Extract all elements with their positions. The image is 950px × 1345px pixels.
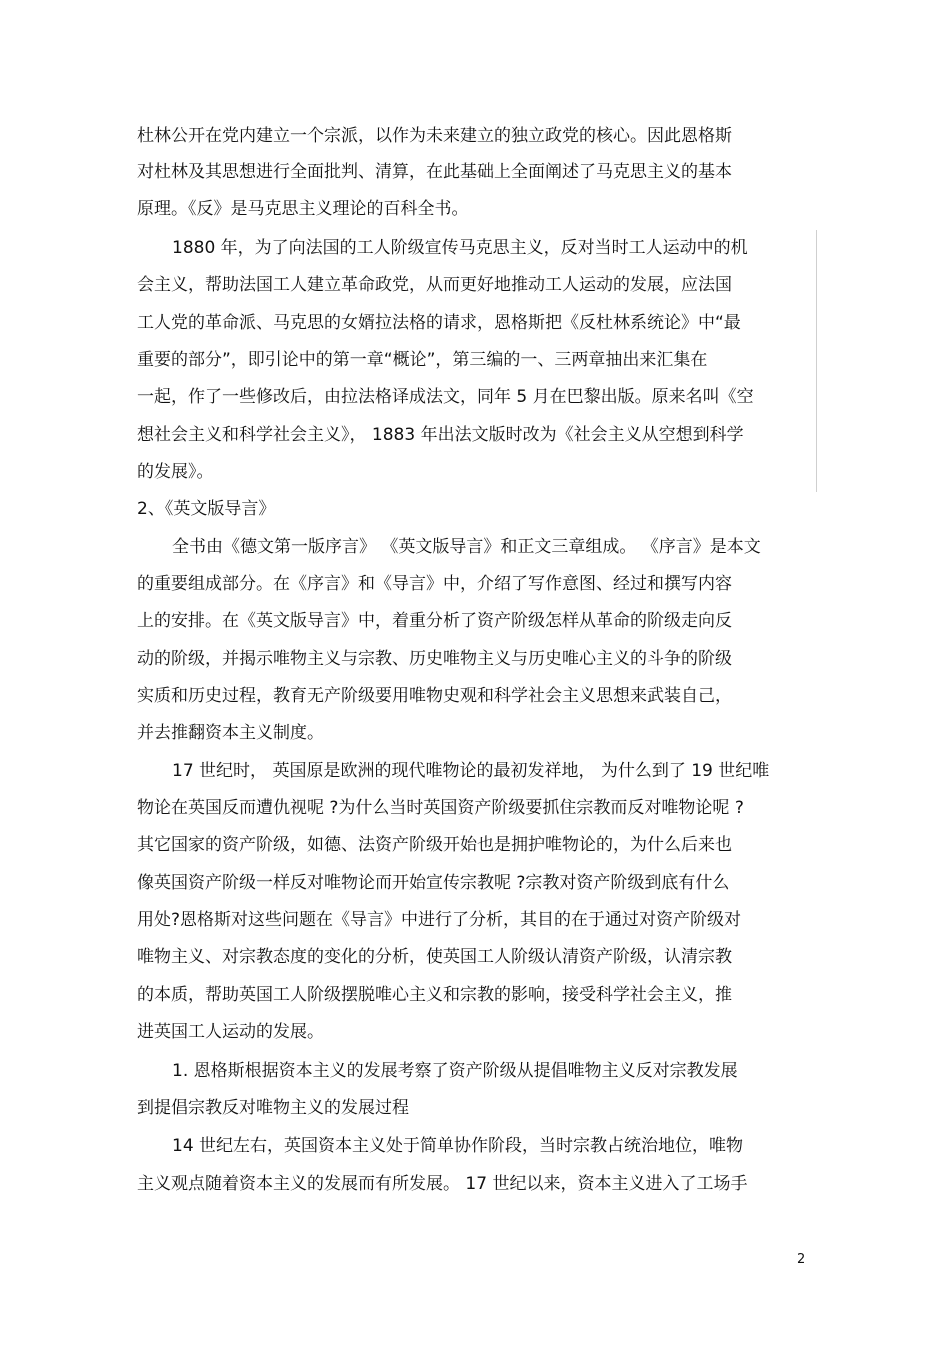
text-line: 一起，作了一些修改后，由拉法格译成法文，同年 5 月在巴黎出版。原来名叫《空 [137,387,754,407]
text-line: 对杜林及其思想进行全面批判、清算，在此基础上全面阐述了马克思主义的基本 [137,162,732,182]
text-line: 其它国家的资产阶级，如德、法资产阶级开始也是拥护唯物论的，为什么后来也 [137,835,732,855]
text-line: 1880 年，为了向法国的工人阶级宣传马克思主义，反对当时工人运动中的机 [172,238,748,258]
text-line: 像英国资产阶级一样反对唯物论而开始宣传宗教呢 ?宗教对资产阶级到底有什么 [137,873,730,893]
text-line: 唯物主义、对宗教态度的变化的分析，使英国工人阶级认清资产阶级，认清宗教 [137,947,732,967]
text-line: 主义观点随着资本主义的发展而有所发展。 17 世纪以来，资本主义进入了工场手 [137,1174,748,1194]
text-line: 想社会主义和科学社会主义》， 1883 年出法文版时改为《社会主义从空想到科学 [137,425,744,445]
text-line: 物论在英国反而遭仇视呢 ?为什么当时英国资产阶级要抓住宗教而反对唯物论呢 ? [137,798,744,818]
text-line: 上的安排。在《英文版导言》中，着重分析了资产阶级怎样从革命的阶级走向反 [137,611,732,631]
section-heading: 2、《英文版导言》 [137,499,276,519]
text-line: 杜林公开在党内建立一个宗派，以作为未来建立的独立政党的核心。因此恩格斯 [137,126,732,146]
margin-rule [816,230,817,492]
text-line: 进英国工人运动的发展。 [137,1022,324,1042]
text-line: 17 世纪时， 英国原是欧洲的现代唯物论的最初发祥地， 为什么到了 19 世纪唯 [172,761,770,781]
text-line: 用处?恩格斯对这些问题在《导言》中进行了分析，其目的在于通过对资产阶级对 [137,910,742,930]
text-line: 工人党的革命派、马克思的女婿拉法格的请求，恩格斯把《反杜林系统论》中“最 [137,313,741,333]
page-number: 2 [797,1252,806,1267]
text-line: 全书由《德文第一版序言》 《英文版导言》和正文三章组成。 《序言》是本文 [172,537,761,557]
text-line: 会主义，帮助法国工人建立革命政党，从而更好地推动工人运动的发展，应法国 [137,275,732,295]
text-line: 重要的部分”，即引论中的第一章“概论”，第三编的一、三两章抽出来汇集在 [137,350,708,370]
text-line: 动的阶级，并揭示唯物主义与宗教、历史唯物主义与历史唯心主义的斗争的阶级 [137,649,732,669]
text-line: 到提倡宗教反对唯物主义的发展过程 [137,1098,409,1118]
text-line: 14 世纪左右，英国资本主义处于简单协作阶段，当时宗教占统治地位，唯物 [172,1136,744,1156]
text-line: 原理。《反》是马克思主义理论的百科全书。 [137,199,469,219]
text-line: 并去推翻资本主义制度。 [137,723,324,743]
text-line: 的本质，帮助英国工人阶级摆脱唯心主义和宗教的影响，接受科学社会主义，推 [137,985,732,1005]
text-line: 1. 恩格斯根据资本主义的发展考察了资产阶级从提倡唯物主义反对宗教发展 [172,1061,738,1081]
text-line: 的重要组成部分。在《序言》和《导言》中，介绍了写作意图、经过和撰写内容 [137,574,732,594]
text-line: 实质和历史过程，教育无产阶级要用唯物史观和科学社会主义思想来武装自己， [137,686,732,706]
text-line: 的发展》。 [137,462,214,482]
